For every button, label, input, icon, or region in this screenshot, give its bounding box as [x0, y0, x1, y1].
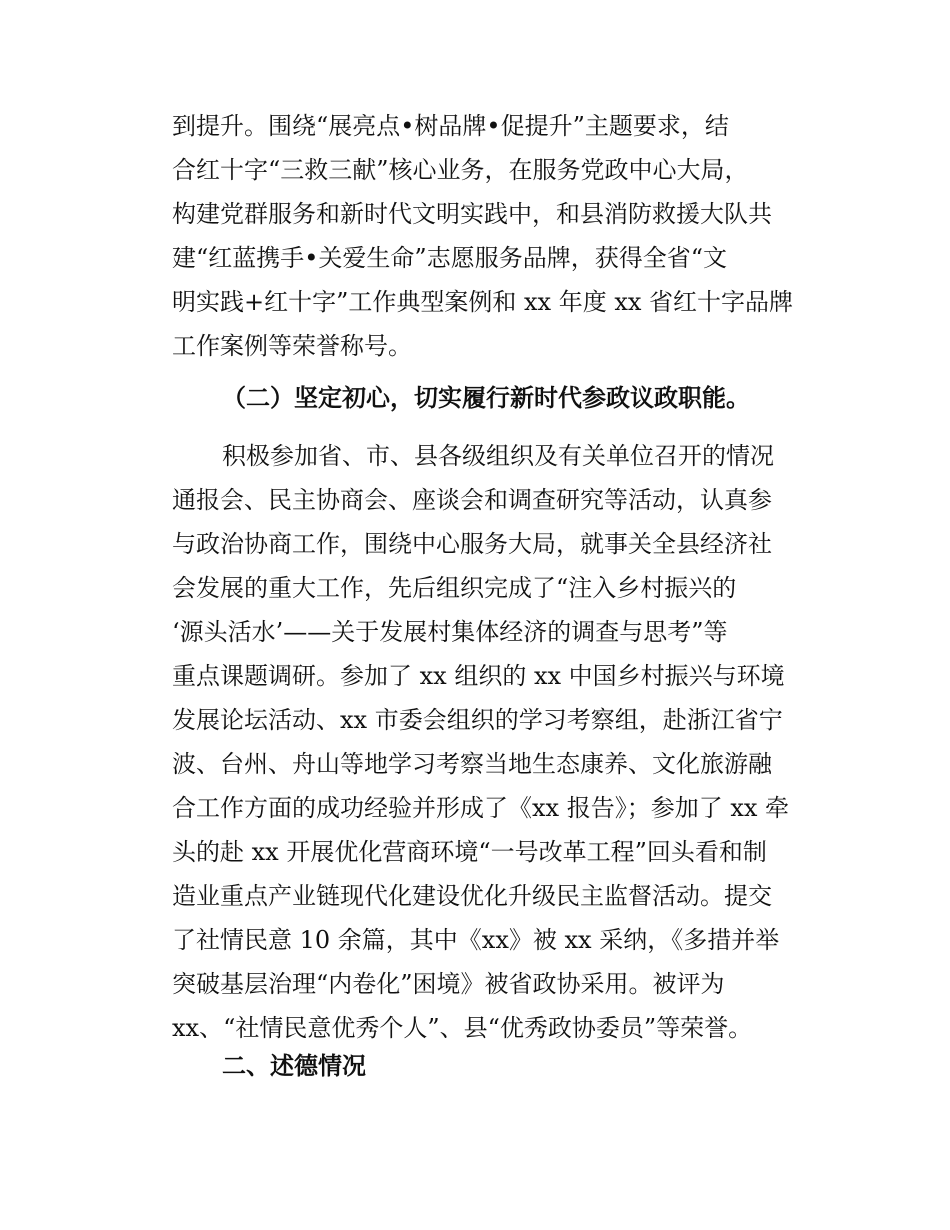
- paragraph-2-line-11: 造业重点产业链现代化建设优化升级民主监督活动。提交: [172, 882, 772, 910]
- paragraph-2-line-3: 与政治协商工作，围绕中心服务大局，就事关全县经济社: [172, 530, 772, 558]
- paragraph-1-line-2: 合红十字“三救三献”核心业务，在服务党政中心大局，: [172, 156, 749, 184]
- paragraph-2-line-13: 突破基层治理“内卷化”困境》被省政协采用。被评为: [172, 970, 725, 998]
- paragraph-2-line-14: xx、“社情民意优秀个人”、县“优秀政协委员”等荣誉。: [172, 1014, 753, 1042]
- paragraph-1-line-4: 建“红蓝携手•关爱生命”志愿服务品牌，获得全省“文: [172, 244, 727, 272]
- paragraph-2-line-10: 头的赴 xx 开展优化营商环境“一号改革工程”回头看和制: [172, 838, 767, 866]
- paragraph-2-line-12: 了社情民意 10 余篇，其中《xx》被 xx 采纳，《多措并举: [172, 926, 780, 954]
- paragraph-2-line-4: 会发展的重大工作，先后组织完成了“注入乡村振兴的: [172, 574, 737, 602]
- paragraph-2-line-8: 波、台州、舟山等地学习考察当地生态康养、文化旅游融: [172, 750, 772, 778]
- paragraph-2-line-9: 合工作方面的成功经验并形成了《xx 报告》；参加了 xx 牵: [172, 794, 790, 822]
- paragraph-1-line-5: 明实践+红十字”工作典型案例和 xx 年度 xx 省红十字品牌: [172, 288, 794, 316]
- paragraph-1-line-3: 构建党群服务和新时代文明实践中，和县消防救援大队共: [172, 200, 772, 228]
- paragraph-1-line-6: 工作案例等荣誉称号。: [172, 332, 412, 360]
- paragraph-2-line-5: ‘源头活水’——关于发展村集体经济的调查与思考”等: [172, 618, 728, 646]
- paragraph-2-line-6: 重点课题调研。参加了 xx 组织的 xx 中国乡村振兴与环境: [172, 662, 785, 690]
- paragraph-2-line-1: 积极参加省、市、县各级组织及有关单位召开的情况: [222, 442, 774, 470]
- paragraph-2-line-7: 发展论坛活动、xx 市委会组织的学习考察组，赴浙江省宁: [172, 706, 783, 734]
- paragraph-1-line-1: 到提升。围绕“展亮点•树品牌•促提升”主题要求，结: [172, 112, 729, 140]
- section-heading-two: 二、述德情况: [222, 1052, 366, 1080]
- paragraph-2-line-2: 通报会、民主协商会、座谈会和调查研究等活动，认真参: [172, 486, 772, 514]
- section-heading-2: （二）坚定初心，切实履行新时代参政议政职能。: [222, 384, 750, 412]
